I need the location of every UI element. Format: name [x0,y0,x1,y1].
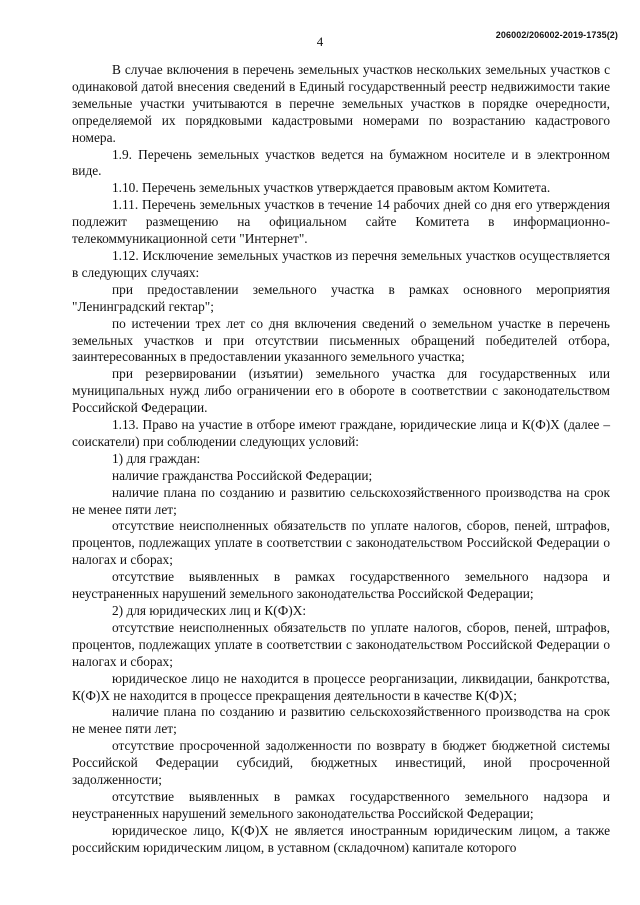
paragraph: юридическое лицо, К(Ф)Х не является иностранным юридическим лицом, а также российским юридическим лицом, в уставном (складочном) капитале которого [72,822,610,855]
paragraph: 2) для юридических лиц и К(Ф)Х: [112,603,307,618]
paragraph: наличие плана по созданию и развитию сельскохозяйственного производства на срок не менее пяти лет; [72,704,610,737]
paragraph: наличие гражданства Российской Федерации; [112,467,373,483]
paragraph: отсутствие выявленных в рамках государственного земельного надзора и неустраненных нарушений земельного законодательства Российской Федерации; [72,569,610,602]
paragraph: 1.10. Перечень земельных участков утверждается правовым актом Комитета. [112,180,551,196]
page-number: 4 [316,34,324,49]
paragraph: отсутствие неисполненных обязательств по уплате налогов, сборов, пеней, штрафов, процентов, подлежащих уплате в соответствии с законодательством Российской Федерации о налогах и сборах; [72,619,610,669]
paragraph: 1) для граждан: [112,450,201,466]
paragraph: В случае включения в перечень земельных участков нескольких земельных участков с одинаковой датой внесения сведений в Единый государственный реестр недвижимости такие земельные участки учитываются в перечне земельных участков в порядке очередности, определяемой их порядковыми кадастровыми номерами по возрастанию кадастрового номера. [72,62,610,145]
document-id: 206002/206002-2019-1735(2) [495,30,618,40]
paragraph: при резервировании (изъятии) земельного участка для государственных или муниципальных нужд либо ограничении его в обороте в соответствии с законодательством Российской Федерации. [72,366,610,416]
paragraph: по истечении трех лет со дня включения сведений о земельном участке в перечень земельных участков и при отсутствии письменных обращений победителей отбора, заинтересованных в предоставлении указанного земельного участка; [72,315,610,365]
paragraph: при предоставлении земельного участка в рамках основного мероприятия "Ленинградский гектар"; [72,281,610,314]
paragraph: отсутствие просроченной задолженности по возврату в бюджет бюджетной системы Российской Федерации субсидий, бюджетных инвестиций, иной просроченной задолженности; [72,738,610,788]
paragraph: отсутствие неисполненных обязательств по уплате налогов, сборов, пеней, штрафов, процентов, подлежащих уплате в соответствии с законодательством Российской Федерации о налогах и сборах; [72,518,610,568]
paragraph: юридическое лицо не находится в процессе реорганизации, ликвидации, банкротства, К(Ф)Х не находится в процессе прекращения деятельности в качестве К(Ф)Х; [72,670,610,703]
paragraph: 1.9. Перечень земельных участков ведется на бумажном носителе и в электронном виде. [72,146,610,179]
paragraph: 1.12. Исключение земельных участков из перечня земельных участков осуществляется в следующих случаях: [72,247,610,280]
paragraph: отсутствие выявленных в рамках государственного земельного надзора и неустраненных нарушений земельного законодательства Российской Федерации; [72,788,610,821]
paragraph: 1.13. Право на участие в отборе имеют граждане, юридические лица и К(Ф)Х (далее – соискатели) при соблюдении следующих условий: [72,417,610,449]
paragraph: наличие плана по созданию и развитию сельскохозяйственного производства на срок не менее пяти лет; [72,484,610,517]
paragraph: 1.11. Перечень земельных участков в течение 14 рабочих дней со дня его утверждения подлежит размещению на официальном сайте Комитета в информационно-телекоммуникационной сети "Интернет". [72,197,610,247]
document-body [72,62,610,857]
